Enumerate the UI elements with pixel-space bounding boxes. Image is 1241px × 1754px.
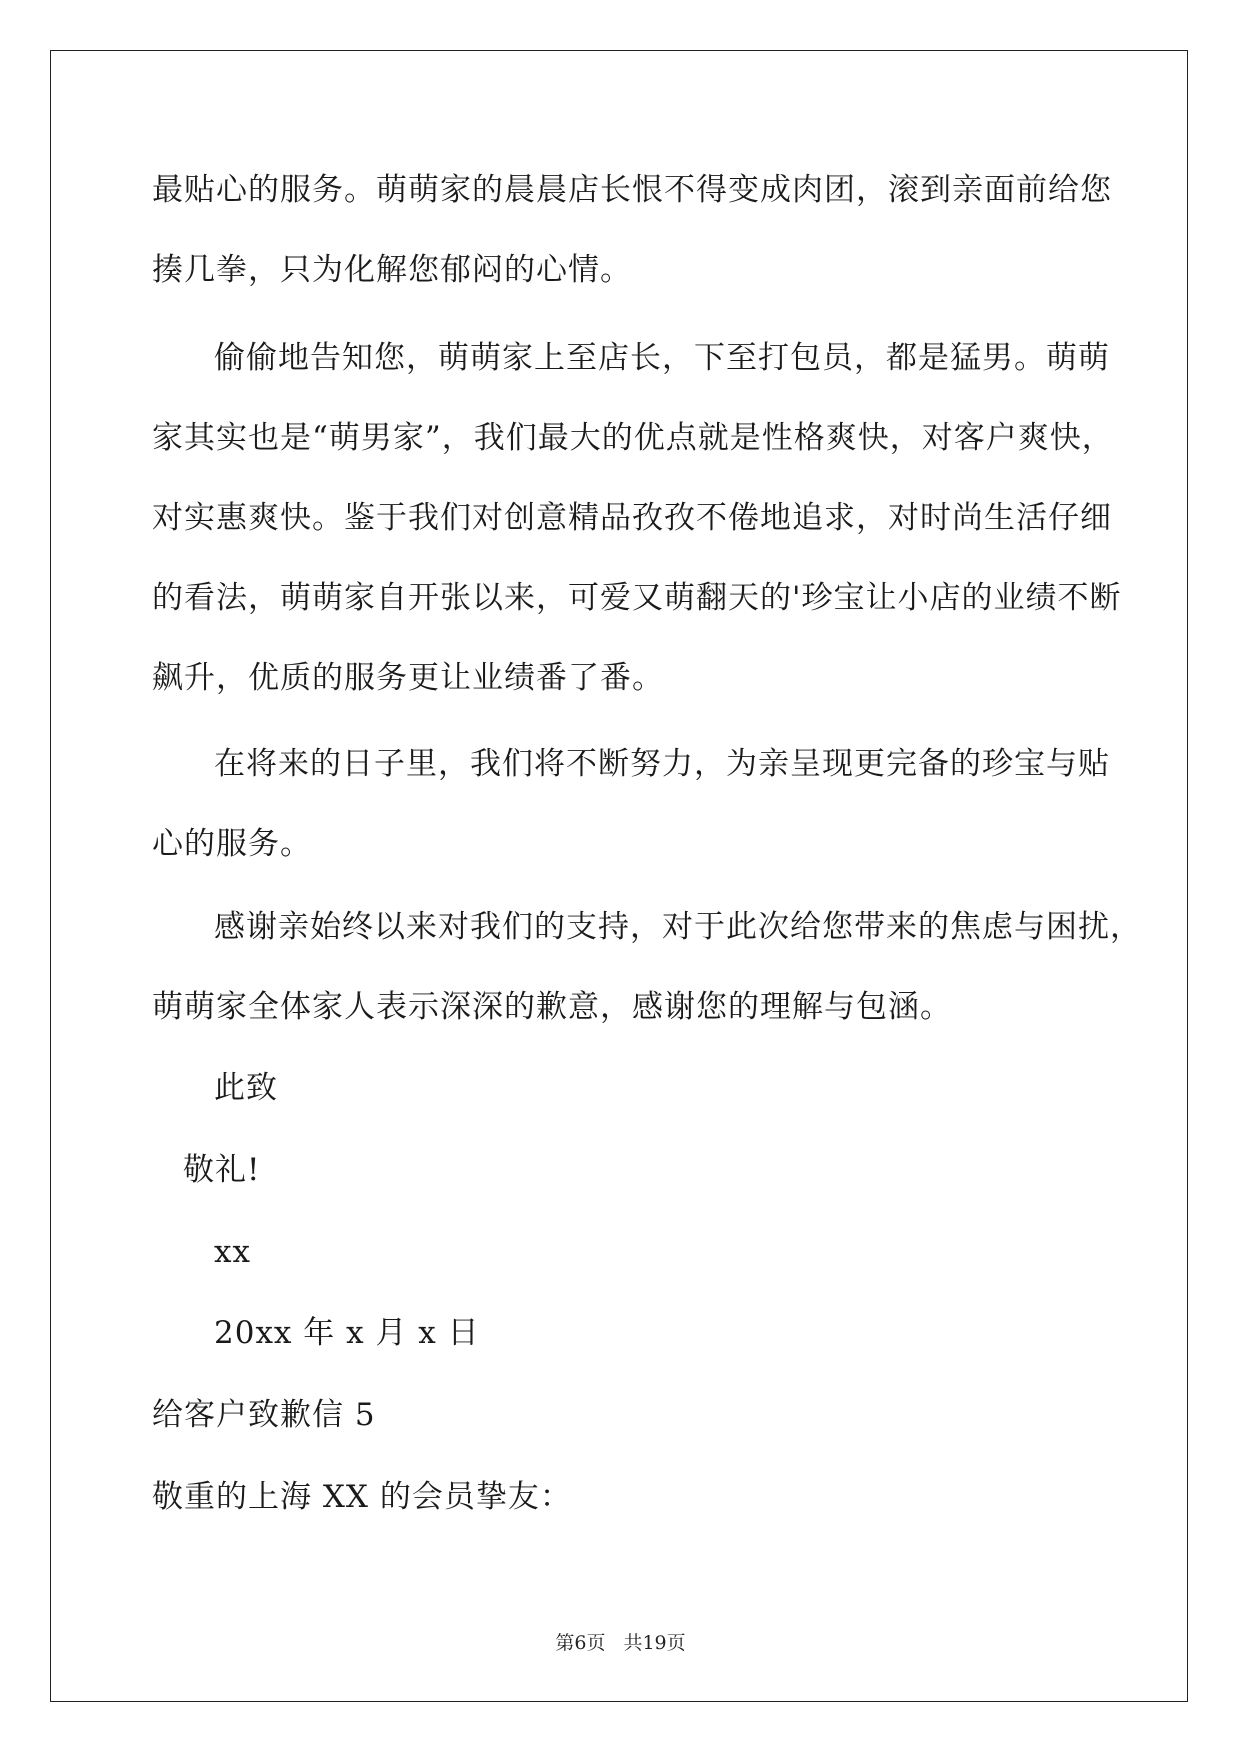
body-line: 揍几拳，只为化解您郁闷的心情。 [152,252,632,288]
page-border [50,50,1188,1702]
greeting-line: 敬重的上海 XX 的会员挚友： [152,1479,572,1515]
date-line: 20xx 年 x 月 x 日 [214,1315,480,1351]
closing-regards: 敬礼! [183,1152,261,1188]
body-line: 偷偷地告知您，萌萌家上至店长，下至打包员，都是猛男。萌萌 [214,340,1110,376]
body-line: 家其实也是“萌男家”，我们最大的优点就是性格爽快，对客户爽快， [152,420,1114,456]
page-footer [0,1631,1241,1655]
signature: xx [214,1234,251,1270]
body-line: 对实惠爽快。鉴于我们对创意精品孜孜不倦地追求，对时尚生活仔细 [152,500,1112,536]
body-line: 心的服务。 [152,826,312,862]
section-title: 给客户致歉信 5 [152,1397,376,1433]
body-line: 最贴心的服务。萌萌家的晨晨店长恨不得变成肉团，滚到亲面前给您 [152,172,1112,208]
body-line: 感谢亲始终以来对我们的支持，对于此次给您带来的焦虑与困扰， [214,909,1142,945]
body-line: 萌萌家全体家人表示深深的歉意，感谢您的理解与包涵。 [152,989,952,1025]
body-line: 的看法，萌萌家自开张以来，可爱又萌翻天的'珍宝让小店的业绩不断 [152,580,1122,616]
body-line: 在将来的日子里，我们将不断努力，为亲呈现更完备的珍宝与贴 [214,746,1110,782]
page-number: 第6页 [555,1632,606,1654]
closing-salutation: 此致 [214,1070,278,1106]
page-total: 共19页 [623,1632,686,1654]
body-line: 飙升，优质的服务更让业绩番了番。 [152,660,664,696]
